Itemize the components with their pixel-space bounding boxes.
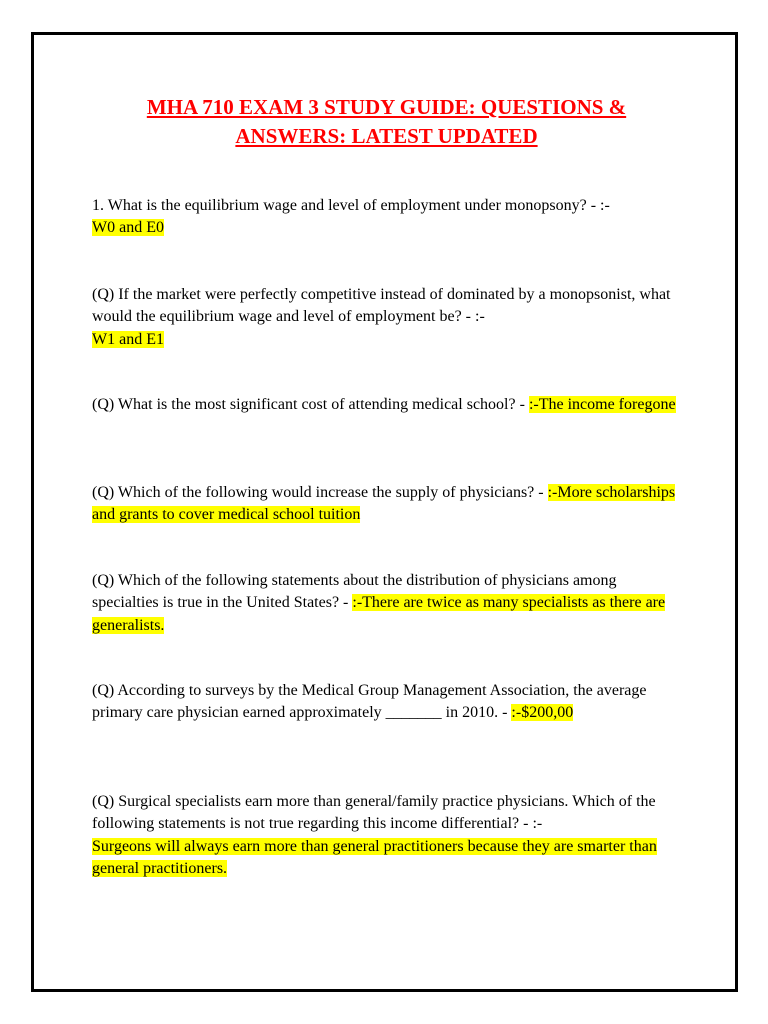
answer-highlight: :-$200,00 [511, 704, 574, 722]
question-text: (Q) Surgical specialists earn more than general/family practice physicians. Which of the following statements is not true regarding this income differential? - :- [92, 793, 656, 833]
question-text: 1. What is the equilibrium wage and level of employment under monopsony? - :- [92, 197, 610, 214]
answer-highlight: :-There are twice as many specialists as there are generalists. [92, 594, 666, 634]
qa-item-6 [92, 680, 686, 725]
qa-item-3 [92, 394, 686, 416]
question-text: (Q) According to surveys by the Medical Group Management Association, the average primary care physician earned approximately _______ in 2010. - [92, 682, 647, 722]
qa-item-5 [92, 570, 686, 637]
answer-highlight: :-The income foregone [528, 396, 676, 413]
question-text: (Q) What is the most significant cost of attending medical school? - [92, 396, 529, 413]
answer-highlight: Surgeons will always earn more than general practitioners because they are smarter than general practitioners. [92, 837, 657, 877]
question-text: (Q) Which of the following would increase the supply of physicians? - [92, 484, 548, 501]
qa-item-7 [92, 791, 686, 880]
question-text: (Q) If the market were perfectly competitive instead of dominated by a monopsonist, what would the equilibrium wage and level of employment be? - :- [92, 286, 671, 326]
answer-highlight: W0 and E0 [92, 219, 164, 237]
qa-item-1 [92, 195, 686, 240]
answer-highlight: W1 and E1 [92, 330, 164, 348]
qa-item-4 [92, 482, 686, 527]
qa-item-2 [92, 284, 686, 351]
question-text: (Q) Which of the following statements about the distribution of physicians among specialties is true in the United States? - [92, 572, 617, 612]
document-title: MHA 710 EXAM 3 STUDY GUIDE: QUESTIONS & ANSWERS: LATEST UPDATED [146, 95, 627, 148]
answer-highlight: :-More scholarships and grants to cover medical school tuition [92, 484, 676, 524]
document-page [31, 32, 738, 992]
